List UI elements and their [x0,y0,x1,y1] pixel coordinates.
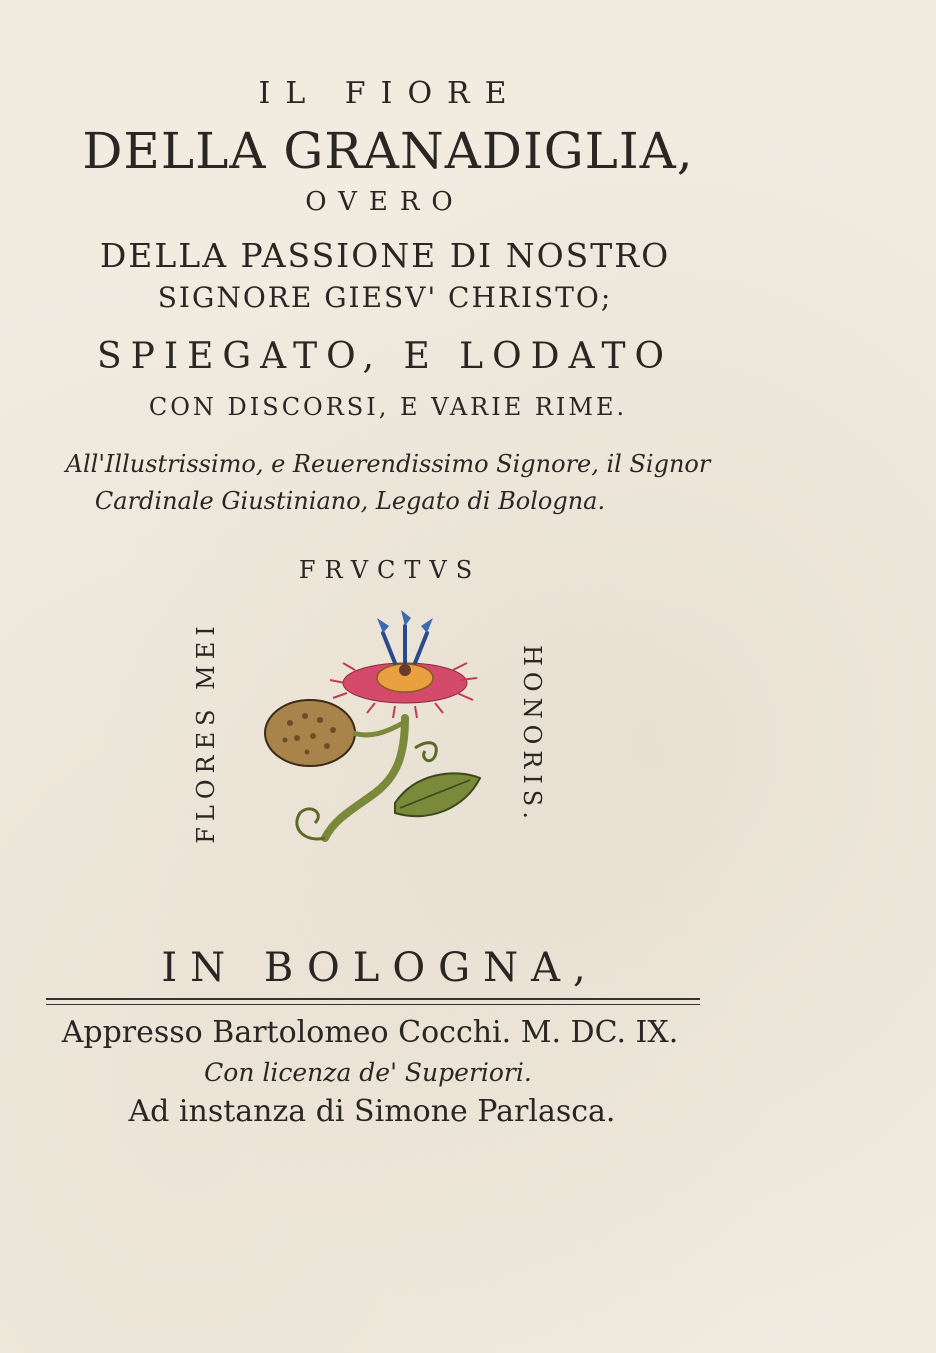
subtitle-line-2: CON DISCORSI, E VARIE RIME. [148,393,628,421]
title-line-5: SIGNORE GIESV' CHRISTO; [157,281,613,314]
motto-left [186,592,226,872]
imprint-city: IN BOLOGNA, [161,945,599,991]
tendril [297,809,325,839]
motto-right-text: HONORIS. [518,644,546,826]
stamens [383,626,427,663]
imprint-printer: Appresso Bartolomeo Cocchi. M. DC. IX. [61,1015,679,1050]
imprint-instance: Ad instanza di Simone Parlasca. [128,1094,616,1129]
tendril-2 [415,743,436,761]
title-line-1: IL FIORE [258,76,522,111]
dedication-line-1: All'Illustrissimo, e Reuerendissimo Signore, il Signor [65,450,711,478]
imprint-license: Con licenza de' Superiori. [204,1058,532,1087]
subtitle-line-1: SPIEGATO, E LODATO [96,336,674,377]
motto-right [512,620,552,850]
divider-rule [46,998,700,1000]
title-line-2: DELLA GRANADIGLIA, [82,122,694,180]
leaf [395,773,480,816]
divider-rule-thin [46,1004,700,1005]
motto-left-text: FLORES MEI [192,620,220,844]
title-line-4: DELLA PASSIONE DI NOSTRO [99,236,671,275]
passion-flower-illustration [255,608,505,868]
fruit [265,700,355,766]
fruit-stalk [353,723,403,735]
motto-top: FRVCTVS [298,556,482,584]
title-line-3: OVERO [305,187,465,217]
dedication-line-2: Cardinale Giustiniano, Legato di Bologna. [94,487,606,515]
